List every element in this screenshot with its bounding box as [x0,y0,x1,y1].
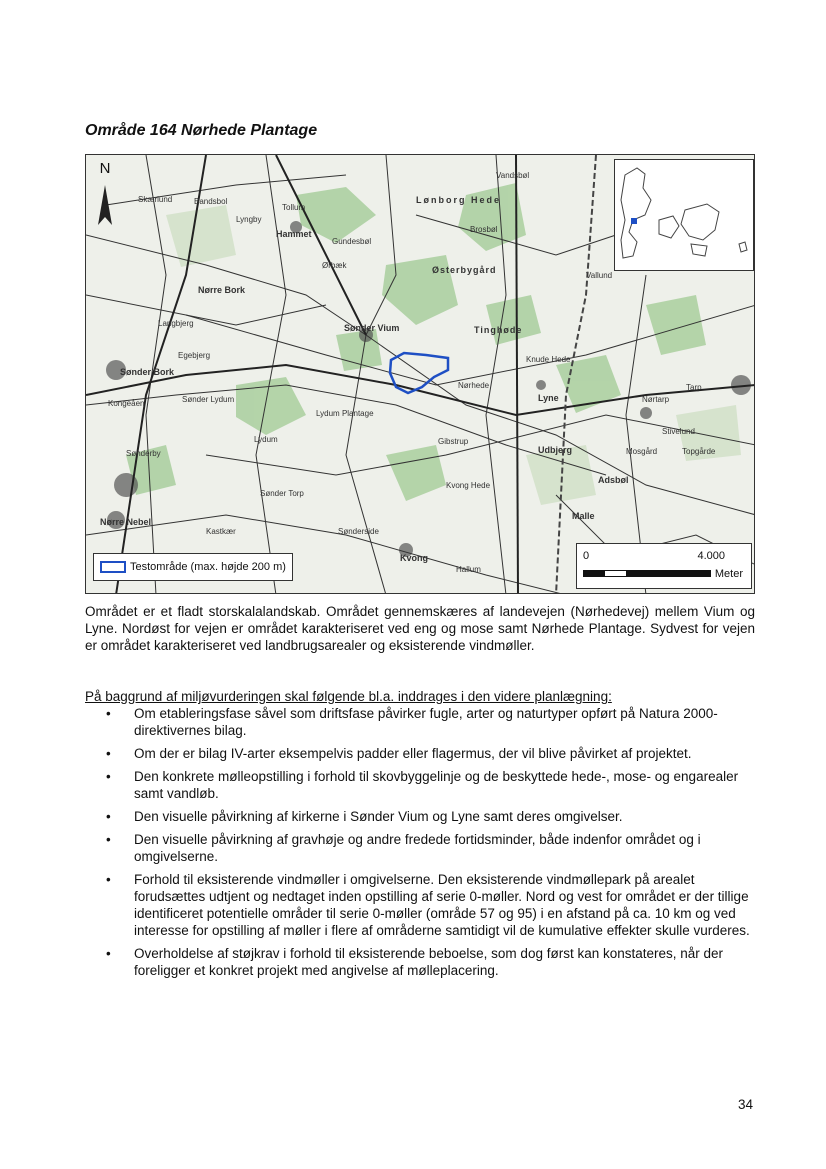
map-label: Topgårde [682,447,716,456]
north-label: N [99,160,111,177]
map-label: Gibstrup [438,437,469,446]
list-item: • Overholdelse af støjkrav i forhold til eksisterende beboelse, som dog først kan konstateres, når der foreligger et konkret projekt med angivelse af mølleplacering. [106,946,724,978]
denmark-inset-map [614,159,754,271]
scale-bar-graphic [583,570,711,577]
map-label: Knude Hede [526,355,571,364]
map-label: Sønderby [126,449,161,458]
page-number: 34 [738,1097,754,1112]
map-label: Ørbæk [322,261,347,270]
map-label: Lydum Plantage [316,409,374,418]
map-label: Nørre Nebel [100,517,152,527]
page-title: Område 164 Nørhede Plantage [85,122,318,139]
map-label: Nørhede [458,381,490,390]
map-label: Hammet [276,229,312,239]
map-label: Sønder Vium [344,323,400,333]
bullet-icon: • [106,769,111,784]
map-label: Gundesbøl [332,237,372,246]
map-label: Udbjerg [538,445,573,455]
map-label: Adsbøl [598,475,629,485]
denmark-outline-icon [615,160,753,270]
map-label: Nørtarp [642,395,670,404]
test-area-polygon [390,353,448,393]
list-item: • Den visuelle påvirkning af gravhøje og andre fredede fortidsminder, både indenfor området og i omgivelserne. [106,832,701,864]
map-label: Vandsbøl [496,171,530,180]
bullet-icon: • [106,706,111,721]
considerations-list [85,705,755,985]
test-area-swatch-icon [100,561,126,573]
bullet-icon: • [106,832,111,847]
scale-unit-label: Meter [714,568,743,580]
legend-label: Testområde (max. højde 200 m) [130,561,286,573]
scale-end-label: 4.000 [697,550,725,562]
map-label: Kvong [400,553,428,563]
map-label: Sønderside [338,527,379,536]
bullet-icon: • [106,946,111,961]
map-label: Tollum [282,203,306,212]
map-label: Skærlund [138,195,173,204]
map-label: Tarp [686,383,702,392]
map-label: Sønder Lydum [182,395,235,404]
map-label: Brosbøl [470,225,498,234]
map-label: Kastkær [206,527,236,536]
map-label: Egebjerg [178,351,211,360]
map-label: Malle [572,511,595,521]
north-arrow-icon [98,185,112,225]
map-label: Lyngby [236,215,262,224]
bullet-icon: • [106,872,111,887]
map-label: Kongeåen [108,399,145,408]
list-heading: På baggrund af miljøvurderingen skal følgende bl.a. inddrages i den videre planlægning: [85,689,612,704]
map-label: Vallund [586,271,613,280]
map-label: Sønder Bork [120,367,175,377]
map-label: Nørre Bork [198,285,246,295]
north-indicator [94,161,116,177]
map-label: Mosgård [626,447,658,456]
location-map [85,154,755,594]
map-legend [93,553,293,581]
scale-bar [576,543,752,589]
map-label: Kvong Hede [446,481,491,490]
map-label: Sønder Torp [260,489,304,498]
map-label: Bandsbol [194,197,228,206]
map-label: Tinghøde [474,325,523,335]
map-label: Lydum [254,435,278,444]
map-label: Langbjerg [158,319,194,328]
list-item: • Den visuelle påvirkning af kirkerne i Sønder Vium og Lyne samt deres omgivelser. [106,809,623,824]
map-label: Hallum [456,565,481,574]
list-item: • Forhold til eksisterende vindmøller i omgivelserne. Den eksisterende vindmøllepark på arealet forudsættes udtjent og nedtaget inden opstilling af serie 0-møller. Nord og vest for området er der tillige identificeret potentielle områder til serie 0-møller (område 57 og 95) i en afstand på ca. 10 km og ved interesse for opstilling af møller i flere af områderne samtidigt vil de kumulative effekter skulle vurderes. [106,872,750,938]
intro-paragraph: Området er et fladt storskalalandskab. Området gennemskæres af landevejen (Nørhedevej) mellem Vium og Lyne. Nordøst for vejen er området karakteriseret ved eng og mose samt Nørhede Plantage. Sydvest for vejen er området karakteriseret ved landbrugsarealer og eksisterende vindmøller. [85,604,755,653]
bullet-icon: • [106,809,111,824]
map-label: Lyne [538,393,559,403]
map-label: Stivelund [662,427,695,436]
list-item: • Om der er bilag IV-arter eksempelvis padder eller flagermus, der vil blive påvirket af projektet. [106,746,692,761]
map-label: Lønborg Hede [416,195,501,205]
bullet-icon: • [106,746,111,761]
list-item: • Den konkrete mølleopstilling i forhold til skovbyggelinje og de beskyttede hede-, mose- og engarealer samt vandløb. [106,769,739,801]
list-item: • Om etableringsfase såvel som driftsfase påvirker fugle, arter og naturtyper opført på Natura 2000-direktivernes bilag. [106,706,718,738]
scale-start-label: 0 [583,550,590,562]
map-label: Østerbygård [432,265,497,275]
